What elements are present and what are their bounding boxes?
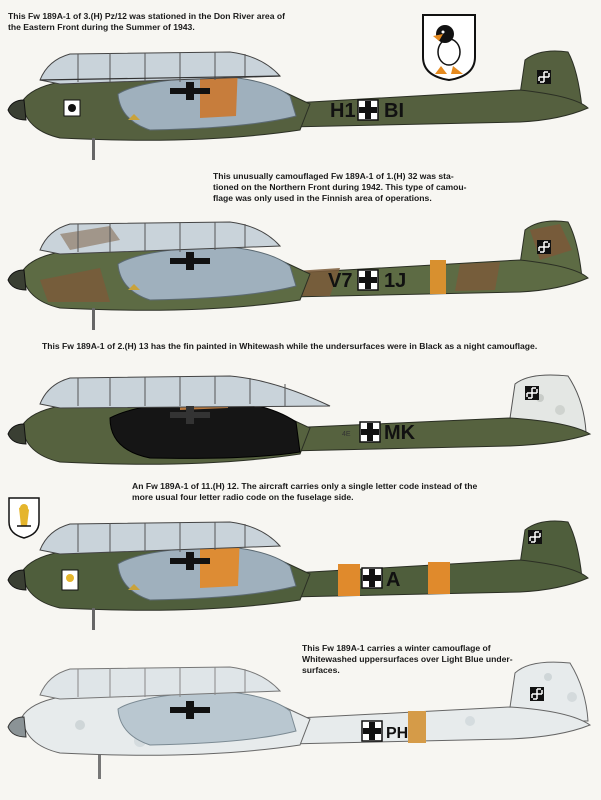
aircraft-profile xyxy=(0,340,601,490)
profile-1-code-left: H1 xyxy=(330,100,356,122)
aircraft-profile xyxy=(0,20,601,170)
profile-3-code-left: 4E xyxy=(342,431,351,438)
profile-1-code-right: BI xyxy=(384,100,404,122)
profile-4-caption: An Fw 189A-1 of 11.(H) 12. The aircraft carries only a single letter code instead of the more usual four letter radio code on the fuselage side. xyxy=(132,481,478,502)
profile-3-balkenkreuz xyxy=(360,422,380,442)
profile-5-balkenkreuz xyxy=(362,721,382,741)
profile-2-balkenkreuz xyxy=(358,270,378,290)
profile-4-balkenkreuz xyxy=(362,568,382,588)
profile-1-balkenkreuz xyxy=(358,100,378,120)
profile-3-aircraft xyxy=(0,340,601,490)
profile-5-aircraft xyxy=(0,645,601,795)
profile-3-caption: This Fw 189A-1 of 2.(H) 13 has the fin painted in Whitewash while the undersurfaces were in Black as a night camouflage. xyxy=(42,341,538,351)
profile-5-caption: This Fw 189A-1 carries a winter camouflage of Whitewashed uppersurfaces over Light Blue under- surfaces. xyxy=(302,643,513,675)
aircraft-profile xyxy=(0,645,601,795)
profile-4-code-right: A xyxy=(386,569,401,591)
profile-1-aircraft xyxy=(0,20,601,170)
profile-5-code-right: PH xyxy=(386,725,409,742)
profile-2-code-right: 1J xyxy=(384,270,407,292)
profile-1-caption: This Fw 189A-1 of 3.(H) Pz/12 was stationed in the Don River area of the Eastern Front during the Summer of 1943. xyxy=(8,11,285,32)
profile-2-aircraft xyxy=(0,190,601,340)
profile-4-aircraft xyxy=(0,490,601,640)
profile-2-code-left: V7 xyxy=(328,270,353,292)
profile-2-caption: This unusually camouflaged Fw 189A-1 of 1.(H) 32 was sta- tioned on the Northern Front during 1942. This type of camou- flage was only used in the Finnish area of operations. xyxy=(213,171,467,203)
aircraft-profile xyxy=(0,190,601,340)
profile-3-code-right: MK xyxy=(384,422,416,444)
aircraft-profile xyxy=(0,490,601,640)
